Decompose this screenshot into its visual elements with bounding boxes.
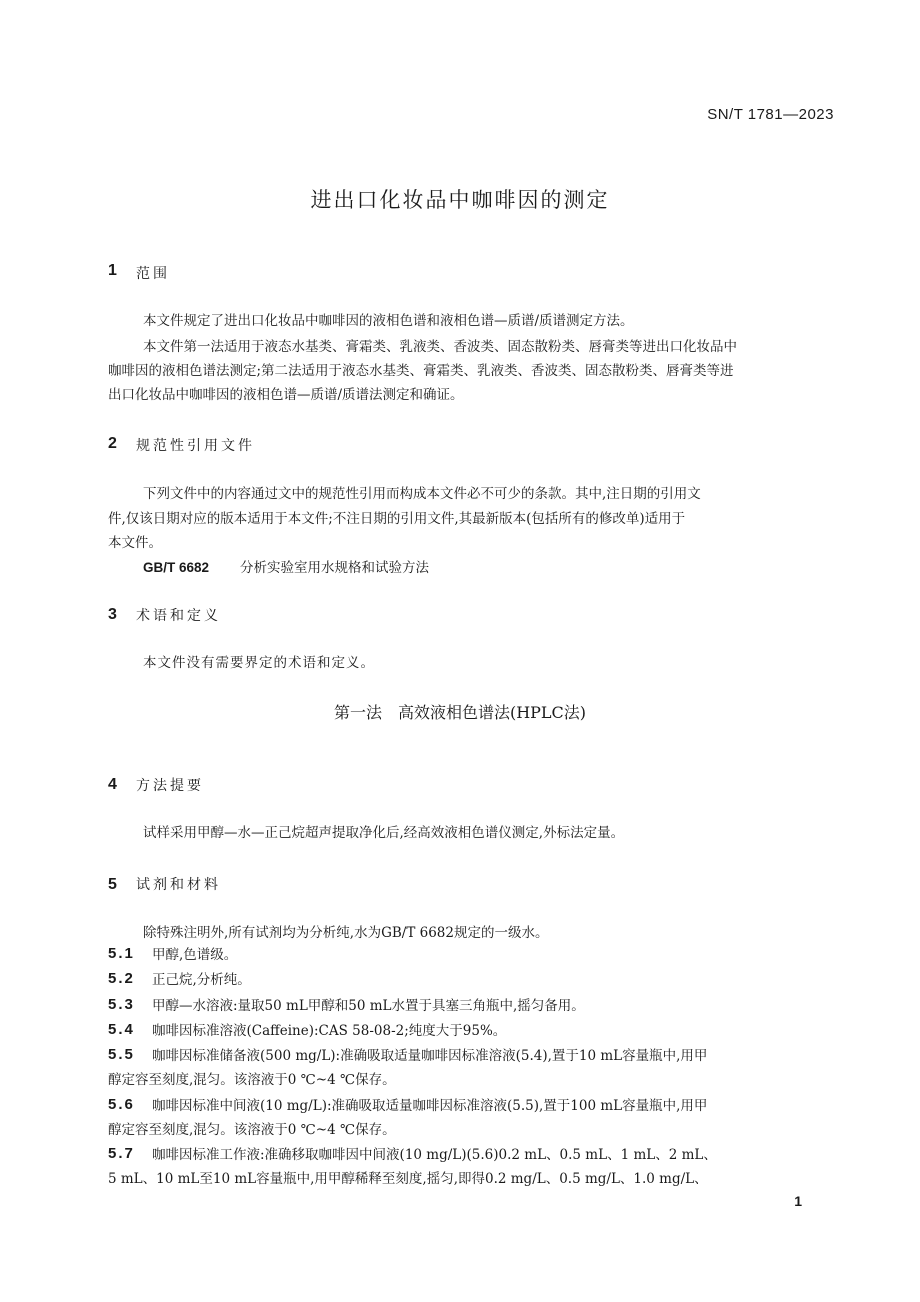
section-4-line-1: 试样采用甲醇—水—正己烷超声提取净化后,经高效液相色谱仪测定,外标法定量。 — [143, 825, 625, 841]
item-5-3-text: 甲醇—水溶液:量取50 mL甲醇和50 mL水置于具塞三角瓶中,摇匀备用。 — [152, 998, 585, 1014]
section-1-line-1: 本文件规定了进出口化妆品中咖啡因的液相色谱和液相色谱—质谱/质谱测定方法。 — [143, 313, 634, 329]
item-5-5-text: 咖啡因标准储备液(500 mg/L):准确吸取适量咖啡因标准溶液(5.4),置于10 mL容量瓶中,用甲 — [152, 1048, 708, 1064]
part-1-title: 第一法 高效液相色谱法(HPLC法) — [333, 703, 587, 722]
item-5-2-number: 5.2 — [108, 970, 135, 987]
item-5-2-text: 正己烷,分析纯。 — [152, 972, 251, 988]
item-5-4-number: 5.4 — [108, 1021, 135, 1038]
section-3-line-1: 本文件没有需要界定的术语和定义。 — [143, 655, 375, 671]
document-title: 进出口化妆品中咖啡因的测定 — [310, 188, 610, 212]
section-1-line-3: 咖啡因的液相色谱法测定;第二法适用于液态水基类、膏霜类、乳液类、香波类、固态散粉类、唇膏类等进 — [108, 363, 734, 379]
section-2-line-1: 下列文件中的内容通过文中的规范性引用而构成本文件必不可少的条款。其中,注日期的引用文 — [143, 486, 701, 502]
section-3-title: 术语和定义 — [136, 608, 221, 624]
item-5-6-continuation: 醇定容至刻度,混匀。该溶液于0 ℃~4 ℃保存。 — [108, 1122, 396, 1138]
item-5-7-number: 5.7 — [108, 1145, 135, 1162]
standard-code: SN/T 1781—2023 — [707, 106, 834, 123]
section-1-line-2: 本文件第一法适用于液态水基类、膏霜类、乳液类、香波类、固态散粉类、唇膏类等进出口化妆品中 — [143, 339, 737, 355]
item-5-7-continuation: 5 mL、10 mL至10 mL容量瓶中,用甲醇稀释至刻度,摇匀,即得0.2 mg/L、0.5 mg/L、1.0 mg/L、 — [108, 1171, 708, 1187]
item-5-3-number: 5.3 — [108, 996, 135, 1013]
item-5-5-continuation: 醇定容至刻度,混匀。该溶液于0 ℃~4 ℃保存。 — [108, 1072, 396, 1088]
item-5-6-number: 5.6 — [108, 1096, 135, 1113]
section-1-number: 1 — [108, 262, 117, 279]
section-5-title: 试剂和材料 — [136, 877, 221, 893]
section-5-intro: 除特殊注明外,所有试剂均为分析纯,水为GB/T 6682规定的一级水。 — [143, 925, 549, 941]
item-5-4-text: 咖啡因标准溶液(Caffeine):CAS 58-08-2;纯度大于95%。 — [152, 1023, 507, 1039]
section-4-title: 方法提要 — [136, 778, 204, 794]
section-4-number: 4 — [108, 776, 117, 793]
item-5-1-number: 5.1 — [108, 945, 135, 962]
section-2-title: 规范性引用文件 — [136, 438, 255, 454]
section-2-number: 2 — [108, 435, 117, 452]
section-2-line-2: 件,仅该日期对应的版本适用于本文件;不注日期的引用文件,其最新版本(包括所有的修改单)适用于 — [108, 511, 686, 527]
section-2-line-3: 本文件。 — [108, 535, 162, 551]
item-5-1-text: 甲醇,色谱级。 — [152, 947, 238, 963]
item-5-5-number: 5.5 — [108, 1046, 135, 1063]
item-5-6-text: 咖啡因标准中间液(10 mg/L):准确吸取适量咖啡因标准溶液(5.5),置于100 mL容量瓶中,用甲 — [152, 1098, 708, 1114]
normative-ref-title: 分析实验室用水规格和试验方法 — [240, 560, 429, 576]
item-5-7-text: 咖啡因标准工作液:准确移取咖啡因中间液(10 mg/L)(5.6)0.2 mL、0.5 mL、1 mL、2 mL、 — [152, 1147, 717, 1163]
normative-ref-code: GB/T 6682 — [143, 560, 210, 575]
section-1-line-4: 出口化妆品中咖啡因的液相色谱—质谱/质谱法测定和确证。 — [108, 387, 464, 403]
section-5-number: 5 — [108, 876, 117, 893]
section-3-number: 3 — [108, 606, 117, 623]
page-number: 1 — [794, 1193, 802, 1209]
section-1-title: 范围 — [136, 266, 170, 282]
